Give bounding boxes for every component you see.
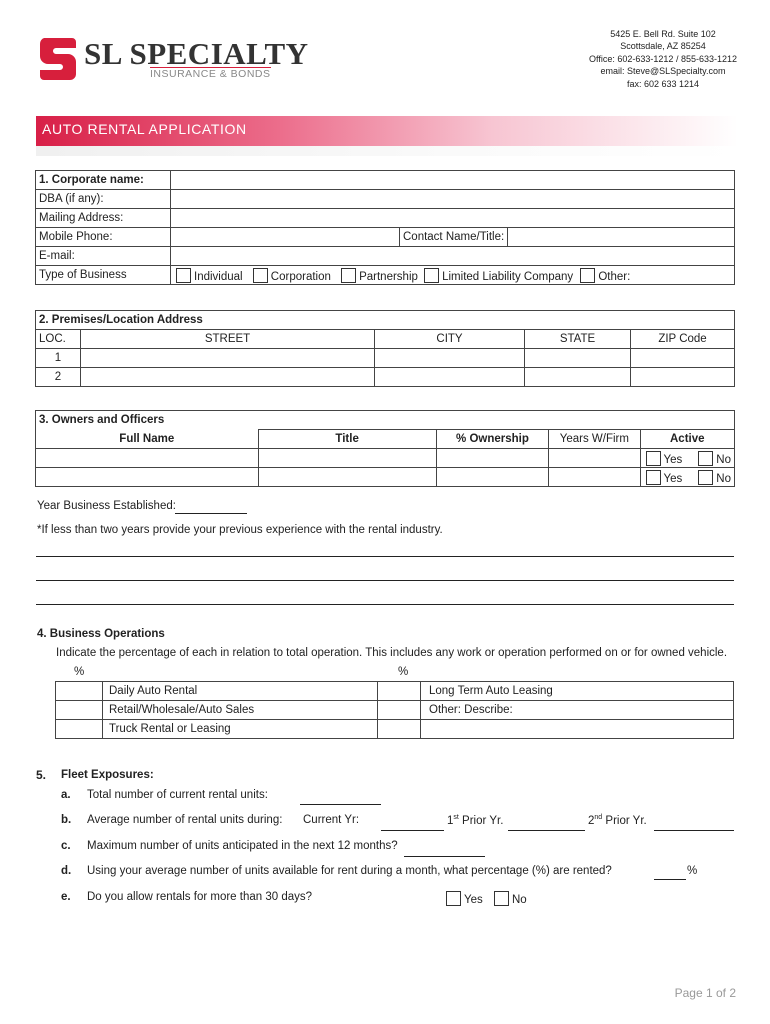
experience-line-1[interactable]	[36, 548, 734, 557]
long-rentals-no-checkbox[interactable]	[494, 891, 509, 906]
title-header: Title	[258, 430, 436, 449]
no-label: No	[511, 894, 527, 906]
owner-years-field[interactable]	[549, 449, 640, 468]
logo-icon	[38, 36, 78, 82]
owners-table	[35, 410, 735, 487]
operation-label: Long Term Auto Leasing	[421, 682, 734, 701]
fleet-heading: Fleet Exposures:	[61, 769, 154, 781]
item-d-letter: d.	[61, 865, 72, 877]
state-header: STATE	[525, 330, 631, 349]
item-b-letter: b.	[61, 814, 72, 826]
street-header: STREET	[81, 330, 375, 349]
owner-pct-field[interactable]	[436, 468, 548, 487]
no-label: No	[716, 472, 731, 485]
dba-field[interactable]	[171, 190, 735, 209]
logo-wordmark: SL SPECIALTY	[84, 36, 309, 71]
years-header: Years W/Firm	[549, 430, 640, 449]
full-name-header: Full Name	[36, 430, 259, 449]
page-title: AUTO RENTAL APPLICATION	[42, 121, 247, 137]
year-established-label: Year Business Established:	[37, 500, 176, 512]
owner-title-field[interactable]	[258, 468, 436, 487]
contact-name-label: Contact Name/Title:	[400, 228, 508, 246]
operations-heading: 4. Business Operations	[37, 628, 165, 640]
owners-heading: 3. Owners and Officers	[36, 411, 735, 430]
office-phone: Office: 602-633-1212 / 855-633-1212	[589, 53, 737, 64]
no-label: No	[716, 453, 731, 466]
yes-label: Yes	[464, 894, 483, 906]
active-no-checkbox[interactable]	[698, 451, 713, 466]
zip-field[interactable]	[631, 368, 735, 387]
operation-label: Daily Auto Rental	[103, 682, 378, 701]
state-field[interactable]	[525, 349, 631, 368]
state-field[interactable]	[525, 368, 631, 387]
active-options	[640, 468, 734, 487]
mobile-phone-label: Mobile Phone:	[36, 228, 171, 247]
prior-yr-2-field[interactable]	[654, 815, 734, 831]
city-field[interactable]	[375, 368, 525, 387]
owner-title-field[interactable]	[258, 449, 436, 468]
prior-yr-2-num: 2	[588, 814, 595, 827]
owner-pct-field[interactable]	[436, 449, 548, 468]
prior-yr-1-suffix: st	[453, 814, 459, 821]
item-e-letter: e.	[61, 891, 71, 903]
email-field[interactable]	[171, 247, 735, 266]
business-type-options	[171, 266, 735, 285]
year-established-field[interactable]	[175, 500, 247, 514]
dba-label: DBA (if any):	[36, 190, 171, 209]
pct-field[interactable]	[56, 682, 103, 701]
operation-label	[421, 720, 734, 739]
yes-label: Yes	[663, 472, 683, 485]
mobile-phone-field[interactable]	[171, 228, 400, 247]
corporation-label: Corporation	[270, 270, 331, 283]
corporate-name-label: 1. Corporate name:	[36, 171, 171, 190]
prior-yr-2-text: Prior Yr.	[602, 814, 647, 827]
active-yes-checkbox[interactable]	[646, 470, 661, 485]
prior-yr-2-suffix: nd	[594, 814, 603, 821]
item-b-text: Average number of rental units during:	[87, 814, 283, 826]
contact-block	[589, 28, 737, 90]
operation-label: Retail/Wholesale/Auto Sales	[103, 701, 378, 720]
pct-field[interactable]	[378, 682, 421, 701]
owner-years-field[interactable]	[549, 468, 640, 487]
corporation-checkbox[interactable]	[253, 268, 268, 283]
banner-shadow	[36, 146, 738, 156]
item-e-text: Do you allow rentals for more than 30 days?	[87, 891, 313, 903]
prior-yr-1-field[interactable]	[508, 815, 585, 831]
item-c-text: Maximum number of units anticipated in the next 12 months?	[87, 840, 398, 852]
pct-field[interactable]	[378, 701, 421, 720]
item-a-letter: a.	[61, 789, 71, 801]
llc-checkbox[interactable]	[424, 268, 439, 283]
operation-label: Truck Rental or Leasing	[103, 720, 378, 739]
current-units-field[interactable]	[300, 790, 381, 805]
corporate-info-table	[35, 170, 735, 285]
mailing-address-field[interactable]	[171, 209, 735, 228]
logo-tagline: INSURANCE & BONDS	[150, 68, 271, 80]
active-options	[640, 449, 734, 468]
ownership-header: % Ownership	[436, 430, 548, 449]
owner-row	[36, 449, 735, 468]
operations-intro: Indicate the percentage of each in relation to total operation. This includes any work or operation performed on or for owned vehicle.	[56, 647, 728, 659]
item-d-text: Using your average number of units available for rent during a month, what percentage (%) are rented?	[87, 865, 612, 877]
max-units-field[interactable]	[404, 841, 485, 857]
experience-line-2[interactable]	[36, 572, 734, 581]
rented-pct-field[interactable]	[654, 866, 686, 880]
partnership-label: Partnership	[359, 270, 418, 283]
premises-table	[35, 310, 735, 387]
page-number: Page 1 of 2	[674, 986, 736, 1000]
prior-yr-1-num: 1	[447, 814, 454, 827]
owner-name-field[interactable]	[36, 468, 259, 487]
street-field[interactable]	[81, 349, 375, 368]
loc-number: 1	[36, 349, 81, 368]
individual-label: Individual	[194, 270, 243, 283]
current-yr-field[interactable]	[381, 815, 444, 831]
experience-line-3[interactable]	[36, 596, 734, 605]
fax-number: fax: 602 633 1214	[626, 78, 700, 89]
corporate-name-field[interactable]	[171, 171, 735, 190]
yes-label: Yes	[663, 453, 683, 466]
city-field[interactable]	[375, 349, 525, 368]
contact-email: email: Steve@SLSpecialty.com	[600, 66, 726, 77]
pct-field[interactable]	[378, 720, 421, 739]
owner-name-field[interactable]	[36, 449, 259, 468]
premises-heading: 2. Premises/Location Address	[36, 311, 735, 330]
active-yes-checkbox[interactable]	[646, 451, 661, 466]
other-label: Other:	[598, 270, 631, 283]
long-rentals-options	[444, 891, 527, 906]
item-c-letter: c.	[61, 840, 71, 852]
contact-cell	[400, 228, 735, 247]
owner-row	[36, 468, 735, 487]
long-rentals-yes-checkbox[interactable]	[446, 891, 461, 906]
individual-checkbox[interactable]	[176, 268, 191, 283]
active-no-checkbox[interactable]	[698, 470, 713, 485]
llc-label: Limited Liability Company	[442, 270, 574, 283]
operations-table	[55, 681, 734, 739]
pct-label-left: %	[74, 666, 85, 678]
prior-yr-1-label	[447, 814, 503, 827]
loc-number: 2	[36, 368, 81, 387]
rented-pct-symbol: %	[687, 865, 698, 877]
zip-field[interactable]	[631, 349, 735, 368]
business-type-label: Type of Business	[36, 266, 171, 285]
street-field[interactable]	[81, 368, 375, 387]
pct-label-right: %	[398, 666, 409, 678]
loc-header: LOC.	[36, 330, 81, 349]
item-a-text: Total number of current rental units:	[87, 789, 268, 801]
prior-yr-1-text: Prior Yr.	[458, 814, 504, 827]
other-checkbox[interactable]	[580, 268, 595, 283]
fleet-number: 5.	[36, 768, 47, 782]
prior-yr-2-label	[588, 814, 647, 827]
partnership-checkbox[interactable]	[341, 268, 356, 283]
experience-note: *If less than two years provide your previous experience with the rental industry.	[37, 524, 443, 536]
active-header: Active	[640, 430, 734, 449]
mailing-address-label: Mailing Address:	[36, 209, 171, 228]
current-yr-label: Current Yr:	[303, 814, 360, 826]
email-label: E-mail:	[36, 247, 171, 266]
address-line-1: 5425 E. Bell Rd. Suite 102	[610, 29, 716, 39]
zip-header: ZIP Code	[631, 330, 735, 349]
operation-label: Other: Describe:	[421, 701, 734, 720]
pct-field[interactable]	[56, 720, 103, 739]
pct-field[interactable]	[56, 701, 103, 720]
address-line-2: Scottsdale, AZ 85254	[620, 41, 706, 52]
city-header: CITY	[375, 330, 525, 349]
